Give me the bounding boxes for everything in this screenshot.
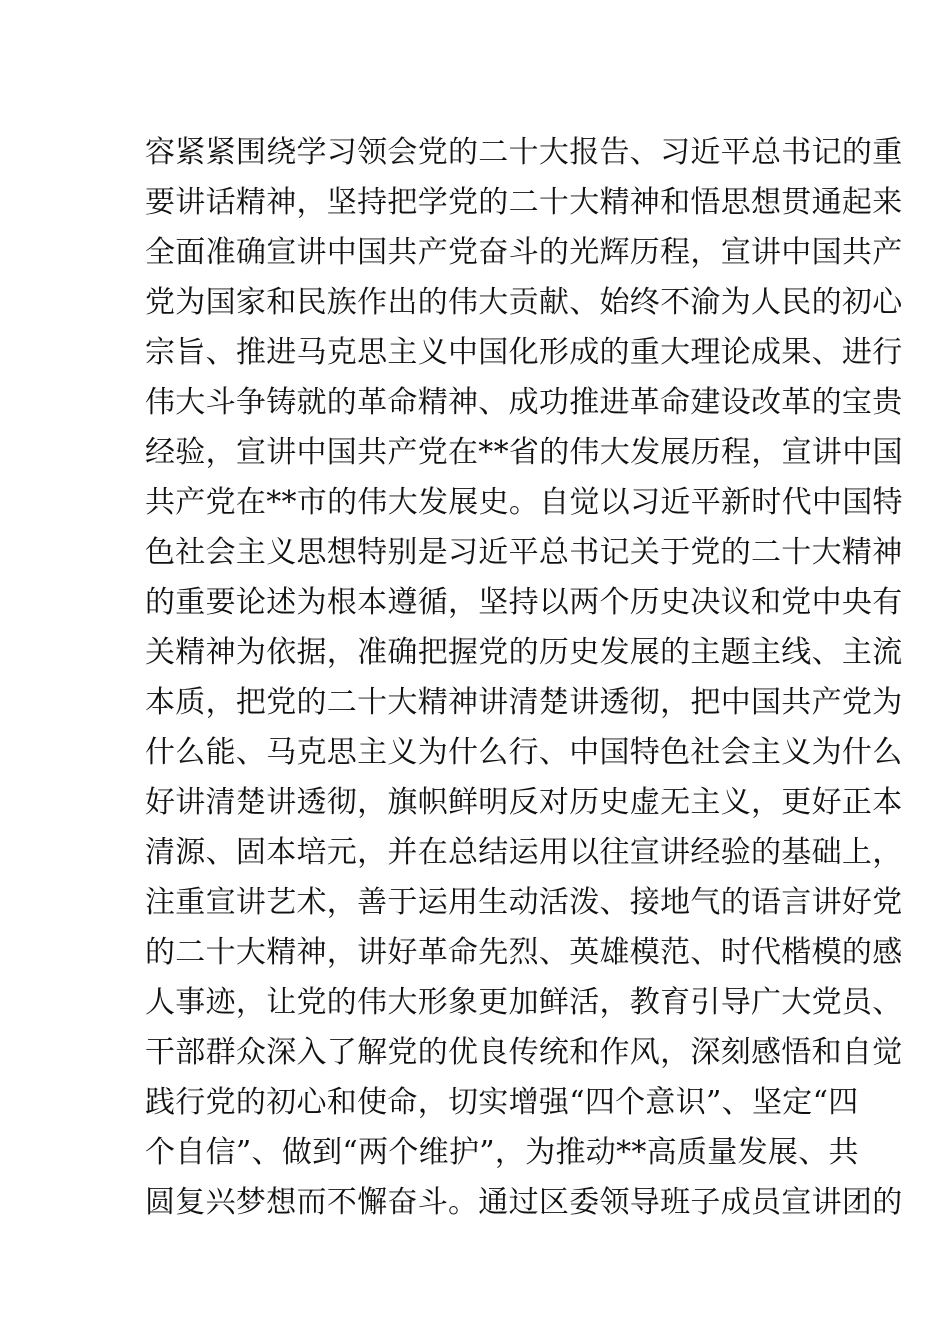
text-line: 的重要论述为根本遵循，坚持以两个历史决议和党中央有	[145, 585, 903, 620]
text-line: 什么能、马克思主义为什么行、中国特色社会主义为什么	[145, 735, 903, 770]
text-line: 党为国家和民族作出的伟大贡献、始终不渝为人民的初心	[145, 285, 903, 320]
text-line: 圆复兴梦想而不懈奋斗。通过区委领导班子成员宣讲团的	[145, 1185, 903, 1220]
text-line: 践行党的初心和使命，切实增强“四个意识”、坚定“四	[145, 1085, 859, 1120]
text-line: 共产党在**市的伟大发展史。自觉以习近平新时代中国特	[145, 485, 903, 520]
text-line: 色社会主义思想特别是习近平总书记关于党的二十大精神	[145, 535, 903, 570]
text-line: 人事迹，让党的伟大形象更加鲜活，教育引导广大党员、	[145, 985, 903, 1020]
text-line: 伟大斗争铸就的革命精神、成功推进革命建设改革的宝贵	[145, 385, 903, 420]
text-line: 清源、固本培元，并在总结运用以往宣讲经验的基础上，	[145, 835, 903, 870]
text-line: 全面准确宣讲中国共产党奋斗的光辉历程，宣讲中国共产	[145, 235, 903, 270]
body-paragraph	[145, 128, 903, 1228]
text-line: 好讲清楚讲透彻，旗帜鲜明反对历史虚无主义，更好正本	[145, 785, 903, 820]
text-line: 注重宣讲艺术，善于运用生动活泼、接地气的语言讲好党	[145, 885, 903, 920]
text-line: 宗旨、推进马克思主义中国化形成的重大理论成果、进行	[145, 335, 903, 370]
text-line: 要讲话精神，坚持把学党的二十大精神和悟思想贯通起来	[145, 185, 903, 220]
text-line: 容紧紧围绕学习领会党的二十大报告、习近平总书记的重	[145, 135, 903, 170]
text-line: 的二十大精神，讲好革命先烈、英雄模范、时代楷模的感	[145, 935, 903, 970]
text-line: 经验，宣讲中国共产党在**省的伟大发展历程，宣讲中国	[145, 435, 903, 470]
text-line: 本质，把党的二十大精神讲清楚讲透彻，把中国共产党为	[145, 685, 903, 720]
text-line: 关精神为依据，准确把握党的历史发展的主题主线、主流	[145, 635, 903, 670]
text-line: 干部群众深入了解党的优良传统和作风，深刻感悟和自觉	[145, 1035, 903, 1070]
text-line: 个自信”、做到“两个维护”，为推动**高质量发展、共	[145, 1135, 859, 1170]
